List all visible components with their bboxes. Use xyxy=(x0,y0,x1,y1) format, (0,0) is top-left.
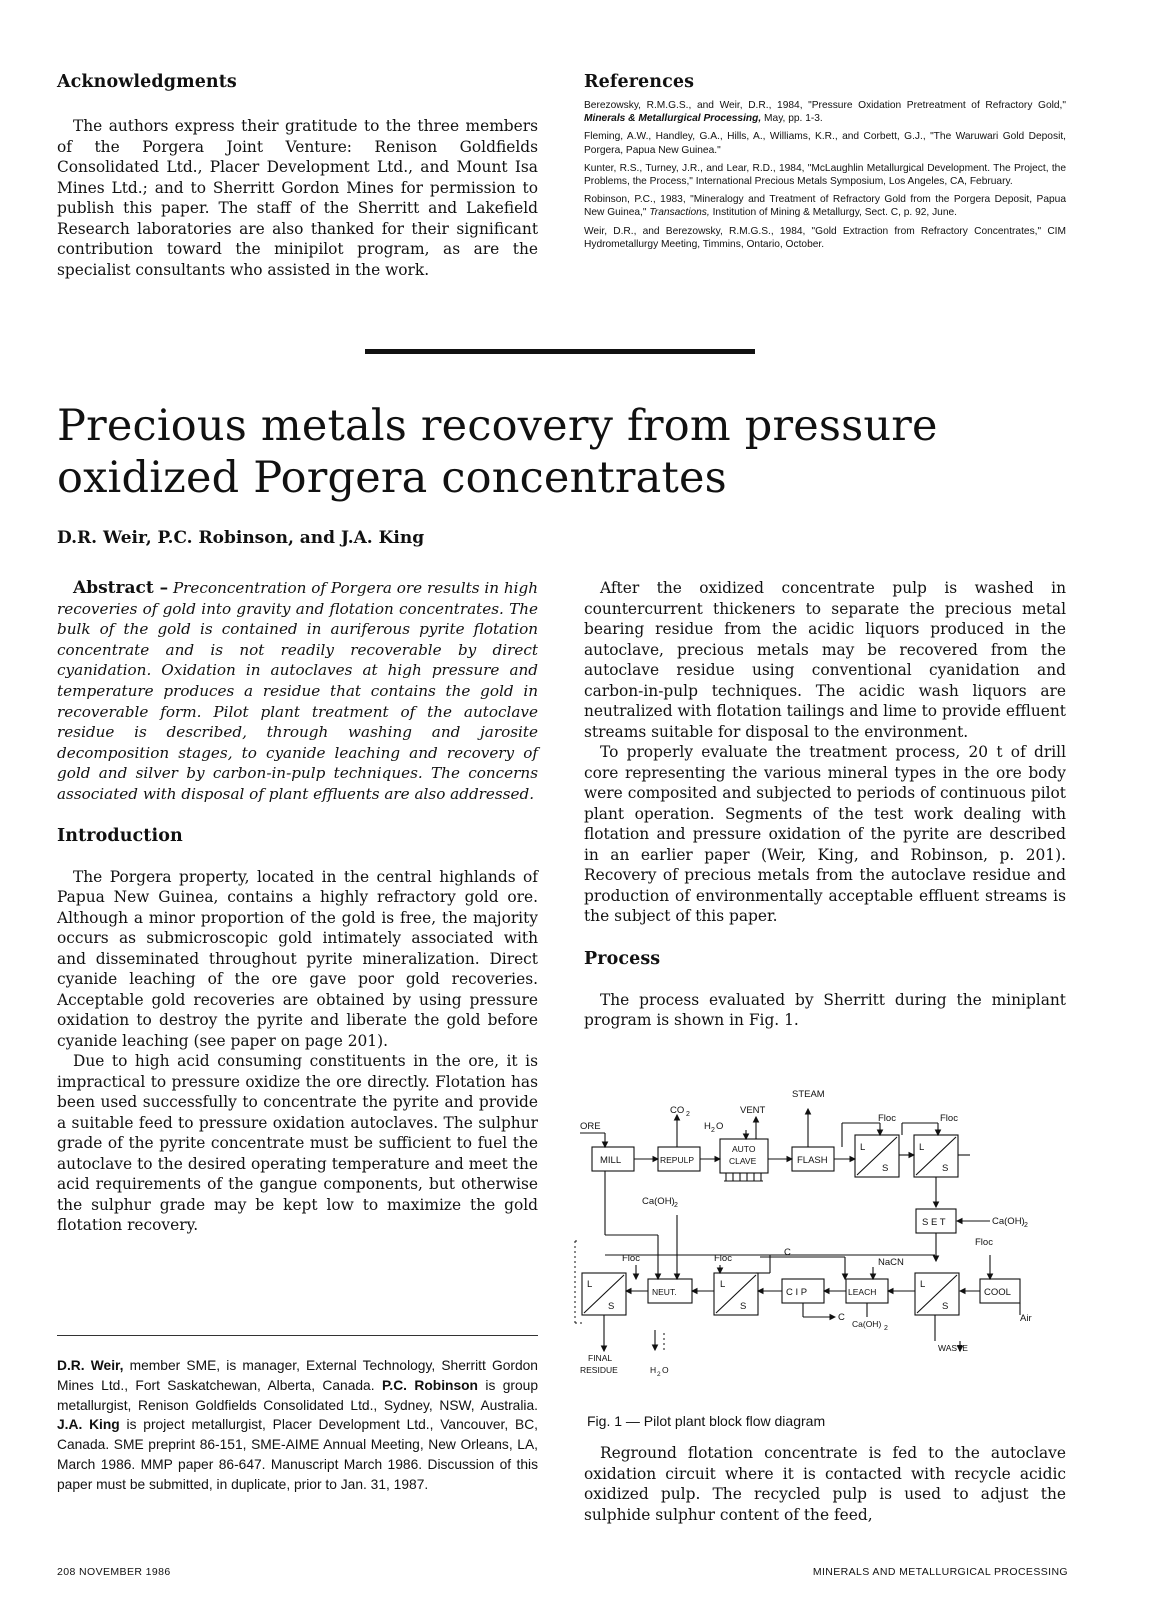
liquid-label: L xyxy=(720,1279,726,1290)
introduction-paragraph: The Porgera property, located in the central highlands of Papua New Guinea, contains a highly refractory gold ore. Although a minor proportion of the gold is free, the majority occurs as submicroscopic gold intimately associated with and disseminated throughout pyrite mineralization. Direct cyanide leaching of the ore gave poor gold recoveries. Acceptable gold recoveries are obtained by using pressure oxidation to destroy the pyrite and liberate the gold before cyanide leaching (see paper on page 201). xyxy=(57,867,538,1050)
references-heading: References xyxy=(584,72,695,92)
right-column-continued xyxy=(584,1443,1066,1525)
body-paragraph: After the oxidized concentrate pulp is washed in countercurrent thickeners to separate the precious metal bearing residue from the acidic liquors produced in the autoclave, precious metals may be recovered from the autoclave residue using conventional cyanidation and carbon-in-pulp techniques. The acidic wash liquors are neutralized with flotation tailings and lime to provide effluent streams suitable for disposal to the environment. xyxy=(584,579,1066,741)
introduction-heading: Introduction xyxy=(57,825,183,846)
cip-label: C I P xyxy=(786,1287,808,1298)
vent-label: VENT xyxy=(740,1105,766,1116)
flash-label: FLASH xyxy=(797,1155,828,1166)
reference-item: Kunter, R.S., Turney, J.R., and Lear, R.D., 1984, "McLaughlin Metallurgical Development. The Project, the Problems, the Process," International Precious Metals Symposium, Los Angeles, CA, February. xyxy=(584,162,1066,188)
references-section xyxy=(584,72,1066,256)
reference-item: Weir, D.R., and Berezowsky, R.M.G.S., 1984, "Gold Extraction from Refractory Concentrates," CIM Hydrometallurgy Meeting, Timmins, Ontario, October. xyxy=(584,225,1066,250)
ore-label: ORE xyxy=(580,1121,601,1132)
process-heading: Process xyxy=(584,948,661,969)
solid-label: S xyxy=(608,1301,615,1312)
body-paragraph: To properly evaluate the treatment process, 20 t of drill core representing the various mineral types in the ore body were composited and subjected to periods of continuous pilot plant operation. Segments of the test work dealing with flotation and pressure oxidation of the pyrite are described in an earlier paper (Weir, King, and Robinson, p. 201). Recovery of precious metals from the autoclave residue and production of environmentally acceptable effluent streams is the subject of this paper. xyxy=(584,743,1066,925)
mill-label: MILL xyxy=(600,1155,622,1166)
carbon-label: C xyxy=(784,1247,791,1258)
footnote-divider xyxy=(57,1335,538,1336)
abstract xyxy=(57,578,538,805)
solid-label: S xyxy=(740,1301,747,1312)
article-authors: D.R. Weir, P.C. Robinson, and J.A. King xyxy=(57,528,425,548)
acknowledgments-section xyxy=(57,72,538,280)
solid-label: S xyxy=(942,1301,949,1312)
author-note: D.R. Weir, member SME, is manager, External Technology, Sherritt Gordon Mines Ltd., Fort Saskatchewan, Alberta, Canada. P.C. Robinson is group metallurgist, Renison Goldfields Consolidated Ltd., Sydney, NSW, Australia. J.A. King is project metallurgist, Placer Development Ltd., Vancouver, BC, Canada. SME preprint 86-151, SME-AIME Annual Meeting, New Orleans, LA, March 1986. MMP paper 86-647. Manuscript March 1986. Discussion of this paper must be submitted, in duplicate, prior to Jan. 31, 1987. xyxy=(57,1358,539,1492)
waste-label: WASTE xyxy=(938,1343,968,1353)
co2-label: CO xyxy=(670,1105,685,1116)
page-footer-right: MINERALS AND METALLURGICAL PROCESSING xyxy=(812,1566,1068,1578)
lime-subscript: 2 xyxy=(674,1202,678,1209)
h2o-top-subscript: 2 xyxy=(711,1127,715,1134)
solid-label: S xyxy=(882,1163,889,1174)
liquid-label: L xyxy=(919,1142,925,1153)
floc-label: Floc xyxy=(714,1253,732,1264)
figure-caption: Fig. 1 — Pilot plant block flow diagram xyxy=(587,1413,826,1429)
neut-label: NEUT. xyxy=(652,1287,677,1297)
air-label: Air xyxy=(1020,1313,1032,1324)
liquid-label: L xyxy=(587,1279,593,1290)
h2o-top-label: H xyxy=(704,1121,711,1132)
repulp-label: REPULP xyxy=(660,1155,695,1165)
lime-subscript: 2 xyxy=(884,1325,888,1332)
h2o-bottom-label: H xyxy=(650,1365,657,1375)
section-divider xyxy=(365,349,755,354)
co2-subscript: 2 xyxy=(686,1111,690,1118)
reference-item: Robinson, P.C., 1983, "Mineralogy and Treatment of Refractory Gold from the Porgera Deposit, Papua New Guinea," Transactions, Institution of Mining & Metallurgy, Sect. C, p. 92, June. xyxy=(584,194,1066,219)
body-paragraph: Reground flotation concentrate is fed to the autoclave oxidation circuit where it is contacted with recycle acidic oxidized pulp. The recycled pulp is used to adjust the sulphide sulphur content of the feed, xyxy=(584,1444,1066,1524)
lime-label: Ca(OH) xyxy=(992,1216,1025,1227)
lime-subscript: 2 xyxy=(1024,1222,1028,1229)
cool-label: COOL xyxy=(984,1287,1011,1298)
left-column xyxy=(57,578,538,1236)
final-residue-label-1: FINAL xyxy=(588,1353,613,1363)
steam-label: STEAM xyxy=(792,1089,825,1100)
floc-label: Floc xyxy=(878,1113,896,1124)
leach-label: LEACH xyxy=(848,1287,877,1297)
liquid-label: L xyxy=(920,1279,926,1290)
abstract-label: Abstract – xyxy=(73,578,169,598)
autoclave-label-1: AUTO xyxy=(732,1144,756,1154)
block-flow-diagram xyxy=(580,1089,1070,1405)
lime-label: Ca(OH) xyxy=(642,1196,675,1207)
floc-label: Floc xyxy=(940,1113,958,1124)
reference-item: Fleming, A.W., Handley, G.A., Hills, A., Williams, K.R., and Corbett, G.J., "The Waruwari Gold Deposit, Porgera, Papua New Guinea." xyxy=(584,131,1066,156)
acknowledgments-text: The authors express their gratitude to the three members of the Porgera Joint Venture: Renison Goldfields Consolidated Ltd., Placer Development Ltd., and Mount Isa Mines Ltd.; and to Sherritt Gordon Mines for permission to publish this paper. The staff of the Sherritt and Lakefield Research laboratories are also thanked for their significant contribution toward the minipilot program, as are the specialist consultants who assisted in the work. xyxy=(57,117,538,279)
final-residue-label-2: RESIDUE xyxy=(580,1365,618,1375)
acknowledgments-heading: Acknowledgments xyxy=(57,72,237,92)
carbon-label: C xyxy=(838,1312,845,1323)
page-footer-left: 208 NOVEMBER 1986 xyxy=(57,1566,171,1578)
body-paragraph: The process evaluated by Sherritt during the miniplant program is shown in Fig. 1. xyxy=(584,990,1066,1029)
right-column xyxy=(584,578,1066,1031)
liquid-label: L xyxy=(860,1142,866,1153)
nacn-label: NaCN xyxy=(878,1257,904,1268)
lime-label: Ca(OH) xyxy=(852,1319,882,1329)
introduction-paragraph: Due to high acid consuming constituents in the ore, it is impractical to pressure oxidize the ore directly. Flotation has been used successfully to concentrate the pyrite and provide a suitable feed to pressure oxidation autoclaves. The sulphur grade of the pyrite concentrate must be sufficient to fuel the autoclave to the desired operating temperature and meet the acid requirements of the gangue components, but otherwise the sulphur grade may be kept low to maximize the gold flotation recovery. xyxy=(57,1052,538,1235)
h2o-bottom-subscript: 2 xyxy=(657,1371,661,1378)
abstract-text: Preconcentration of Porgera ore results in high recoveries of gold into gravity and flotation concentrates. The bulk of the gold is contained in auriferous pyrite flotation concentrate and is not readily recoverable by direct cyanidation. Oxidation in autoclaves at high pressure and temperature produces a residue that contains the gold in recoverable form. Pilot plant treatment of the autoclave residue is described, through washing and jarosite decomposition stages, to cyanide leaching and recovery of gold and silver by carbon-in-pulp techniques. The concerns associated with disposal of plant effluents are also addressed. xyxy=(57,579,539,803)
solid-label: S xyxy=(942,1163,949,1174)
h2o-bottom-o: O xyxy=(662,1365,669,1375)
h2o-top-o: O xyxy=(716,1121,724,1132)
floc-label: Floc xyxy=(622,1253,640,1264)
autoclave-label-2: CLAVE xyxy=(729,1156,757,1166)
set-label: S E T xyxy=(922,1217,946,1228)
reference-item: Berezowsky, R.M.G.S., and Weir, D.R., 1984, "Pressure Oxidation Pretreatment of Refractory Gold," Minerals & Metallurgical Processing, May, pp. 1-3. xyxy=(584,100,1066,125)
article-title: Precious metals recovery from pressure oxidized Porgera concentrates xyxy=(57,401,938,503)
floc-label: Floc xyxy=(975,1237,993,1248)
